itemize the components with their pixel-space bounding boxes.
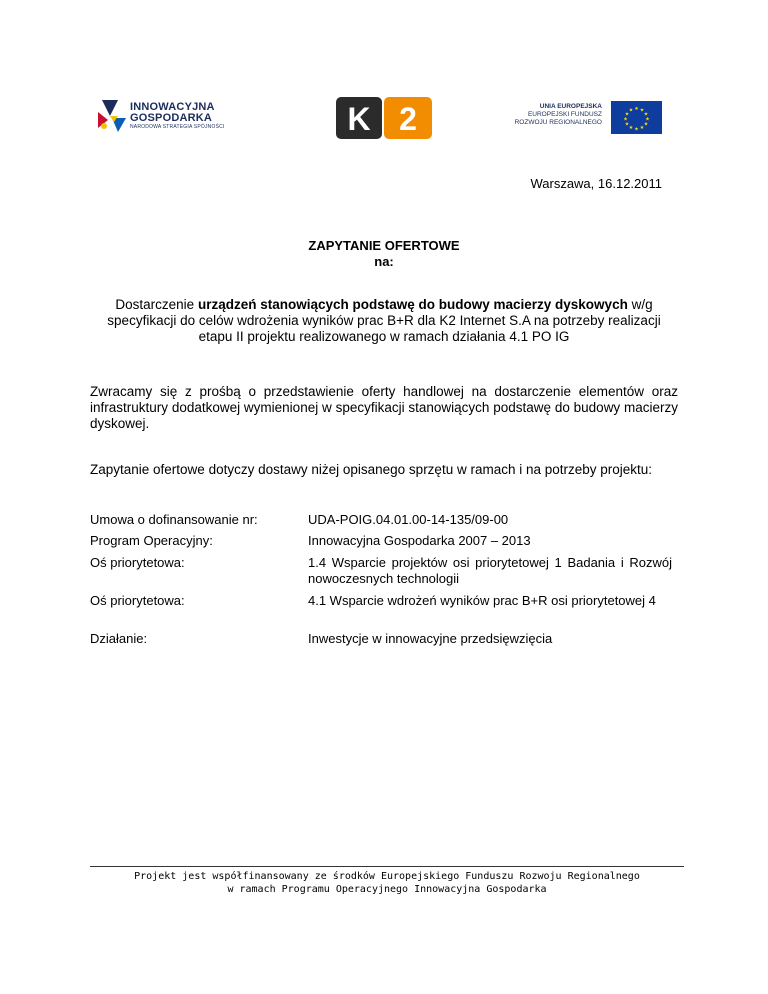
svg-text:★: ★ bbox=[639, 107, 645, 114]
svg-text:★: ★ bbox=[628, 125, 634, 131]
svg-text:★: ★ bbox=[643, 121, 649, 128]
ig-logo-text bbox=[130, 102, 225, 131]
eu-logo-text bbox=[480, 103, 602, 127]
detail-label: Program Operacyjny: bbox=[90, 533, 213, 548]
k2-logo-digit: 2 bbox=[399, 101, 417, 137]
svg-text:★: ★ bbox=[639, 125, 645, 131]
eu-logo-line1: UNIA EUROPEJSKA bbox=[539, 103, 602, 110]
detail-value: 1.4 Wsparcie projektów osi priorytetowej 1 Badania i Rozwój nowoczesnych technologii bbox=[308, 555, 672, 586]
detail-value: 4.1 Wsparcie wdrożeń wyników prac B+R osi priorytetowej 4 bbox=[308, 593, 656, 608]
svg-text:★: ★ bbox=[634, 126, 639, 133]
detail-value: UDA-POIG.04.01.00-14-135/09-00 bbox=[308, 512, 509, 527]
k2-logo-icon bbox=[336, 97, 432, 139]
svg-text:★: ★ bbox=[645, 116, 650, 123]
detail-value: Innowacyjna Gospodarka 2007 – 2013 bbox=[308, 533, 531, 548]
footer-divider bbox=[90, 866, 684, 867]
svg-text:★: ★ bbox=[624, 121, 630, 128]
footer-line1: Projekt jest współfinansowany ze środków Europejskiego Funduszu Rozwoju Regionalnego bbox=[134, 871, 640, 882]
detail-label: Umowa o dofinansowanie nr: bbox=[90, 512, 258, 527]
document-intro bbox=[90, 297, 678, 345]
detail-label: Oś priorytetowa: bbox=[90, 555, 185, 570]
document-title: ZAPYTANIE OFERTOWE bbox=[308, 238, 460, 253]
detail-label: Działanie: bbox=[90, 631, 148, 646]
innowacyjna-gospodarka-logo-icon bbox=[96, 98, 130, 134]
k2-logo-letter: K bbox=[347, 101, 371, 137]
document-date: Warszawa, 16.12.2011 bbox=[530, 176, 662, 191]
intro-bold: urządzeń stanowiących podstawę do budowy macierzy dyskowych bbox=[197, 297, 628, 312]
detail-value: Inwestycje w innowacyjne przedsięwzięcia bbox=[308, 631, 553, 646]
intro-prefix: Dostarczenie bbox=[115, 297, 198, 312]
ig-logo-line2: GOSPODARKA bbox=[130, 112, 213, 124]
footer-line2: w ramach Programu Operacyjnego Innowacyjna Gospodarka bbox=[227, 884, 547, 895]
detail-label: Oś priorytetowa: bbox=[90, 593, 185, 608]
ig-logo-line3: NARODOWA STRATEGIA SPÓJNOŚCI bbox=[130, 124, 225, 130]
intro-suffix: w/g specyfikacji do celów wdrożenia wyników prac B+R dla K2 Internet S.A na potrzeby realizacji etapu II projektu realizowanego w ramach działania 4.1 PO IG bbox=[107, 297, 661, 344]
ig-logo-line1: INNOWACYJNA bbox=[130, 101, 215, 113]
paragraph-request: Zwracamy się z prośbą o przedstawienie oferty handlowej na dostarczenie elementów oraz infrastruktury dodatkowej wymienionej w specyfikacji stanowiących podstawę do budowy macierzy dyskowej. bbox=[90, 384, 678, 431]
footer-text bbox=[90, 870, 684, 896]
eu-flag-icon bbox=[611, 101, 662, 134]
svg-text:★: ★ bbox=[624, 111, 630, 118]
svg-text:★: ★ bbox=[643, 111, 649, 118]
paragraph-scope: Zapytanie ofertowe dotyczy dostawy niżej opisanego sprzętu w ramach i na potrzeby projektu: bbox=[90, 462, 653, 477]
eu-logo-line2: EUROPEJSKI FUNDUSZ bbox=[527, 111, 602, 118]
eu-logo-line3: ROZWOJU REGIONALNEGO bbox=[514, 119, 602, 126]
document-title-sub: na: bbox=[374, 254, 394, 269]
svg-text:★: ★ bbox=[623, 116, 628, 123]
svg-text:★: ★ bbox=[628, 107, 634, 114]
svg-text:★: ★ bbox=[634, 106, 639, 112]
